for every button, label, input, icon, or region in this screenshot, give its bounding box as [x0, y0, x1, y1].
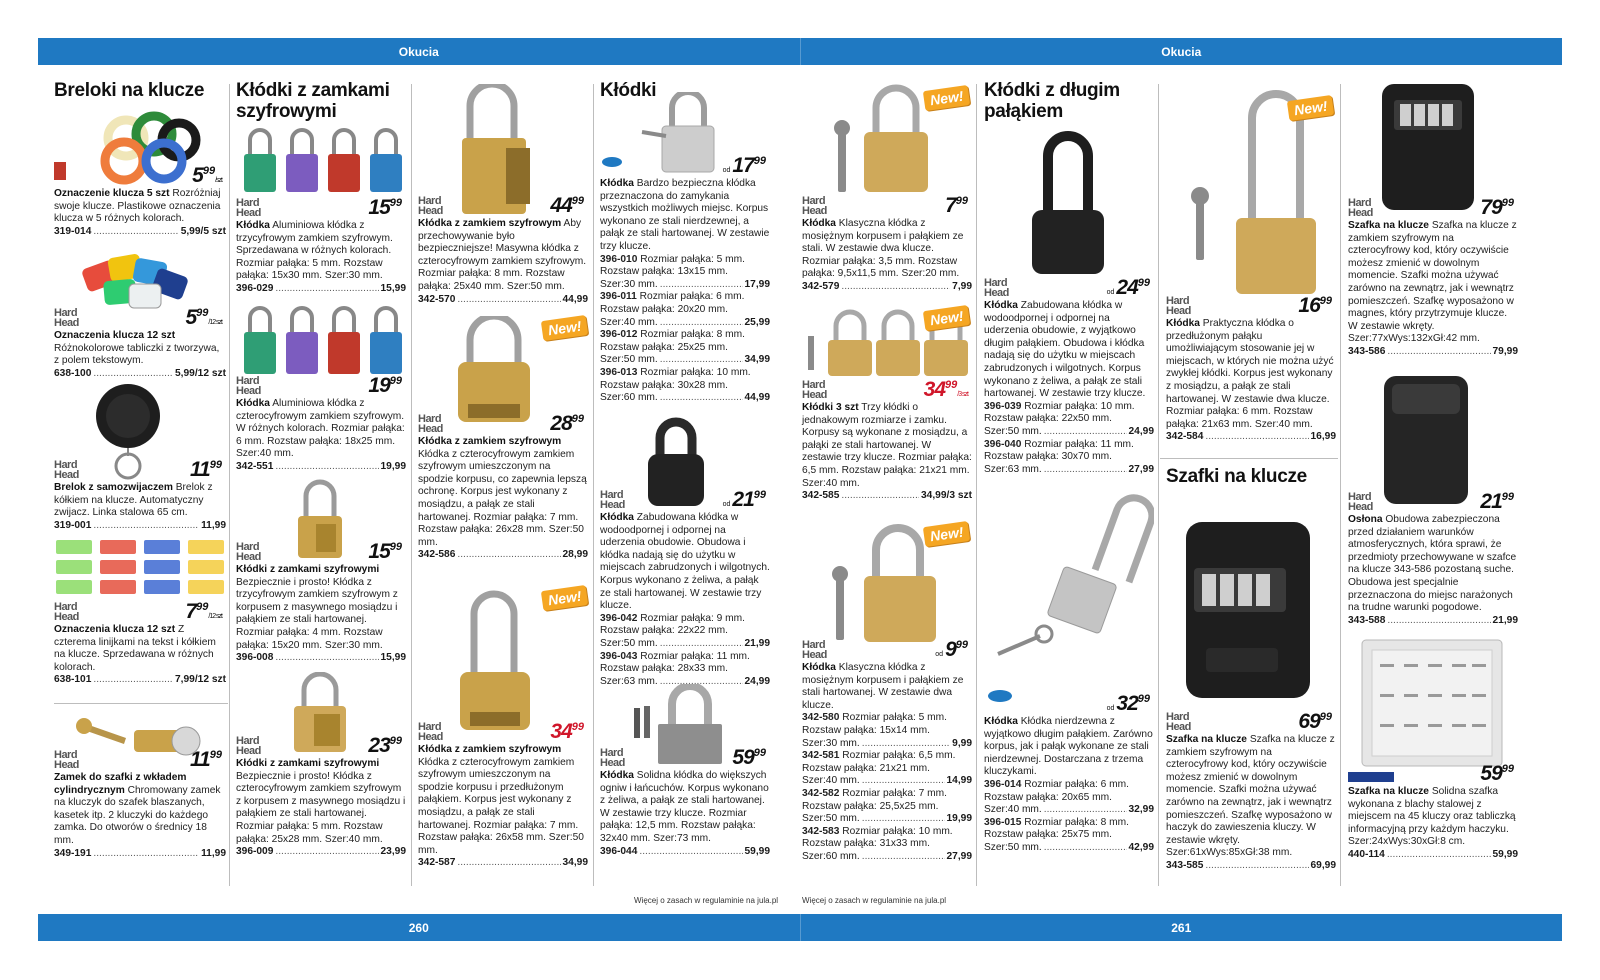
price-row: Szer:30 mm. ..... 9,99	[802, 738, 972, 751]
product-image	[236, 122, 406, 220]
column-brass-padlocks	[802, 80, 972, 890]
top-category-bar	[38, 38, 1562, 65]
product-brass-lock-classic	[802, 522, 972, 864]
variant-spread: Rozstaw pałąka: 22x50 mm.	[984, 413, 1112, 425]
stainless-long-padlock-icon	[984, 486, 1154, 716]
heading-key-tags: Breloki na klucze	[54, 80, 205, 101]
product-image	[54, 106, 226, 188]
product-description: Kłódka z zamkiem szyfrowym Kłódka z czterocyfrowym zamkiem szyfrowym umieszczonym na spodzie korpusu, co zapewnia lepszą ochronę. Korpus jest wykonany z mosiądzu, a pałąk ze stali hartowanej. Rozmiar pałąka: 7 mm. Rozstaw pałąka: 26x28 mm. Szer:50 mm.	[418, 436, 587, 548]
price: $59^{99}$	[732, 746, 766, 769]
variant: 396-040 Rozmiar pałąka: 11 mm.	[984, 438, 1134, 450]
brand-logo: Hard Head	[418, 721, 443, 743]
column-divider	[411, 84, 412, 886]
brand-logo: Hard Head	[1166, 711, 1191, 733]
product-image	[54, 708, 226, 772]
heading-combination-locks: Kłódki z zamkami szyfrowymi	[236, 80, 390, 122]
price-row: 342-585 ..... 34,99/3 szt	[802, 490, 972, 503]
price: $od32^{99}$	[1106, 692, 1150, 715]
brand-logo: Hard Head	[236, 197, 261, 219]
product-image	[1348, 80, 1518, 220]
product-image	[600, 92, 770, 178]
product-image	[1348, 370, 1518, 514]
new-badge: New!	[541, 585, 589, 611]
price: $21^{99}$	[1480, 490, 1514, 513]
price-row: 342-551 ..... 19,99	[236, 461, 406, 474]
product-description: Kłódka Solidna kłódka do większych ogniw i łańcuchów. Korpus wykonano z żeliwa, a pałąk ze stali hartowanej. W zestawie trzy klucze. Rozmiar pałąka: 12,5 mm. Rozstaw pałąka: 32x40 mm. Szer:73 mm.	[600, 770, 769, 844]
new-badge: New!	[1287, 95, 1335, 121]
variant: 396-014 Rozmiar pałąka: 6 mm.	[984, 778, 1129, 790]
price: $7^{99}/12$ szt	[185, 600, 222, 623]
page-number-left: 260	[408, 920, 429, 935]
product-image	[802, 82, 972, 218]
product-description: Kłódka Kłódka nierdzewna z wyjątkowo długim pałąkiem. Zarówno korpus, jak i pałąk wykonane ze stali nierdzewnej. Dostarczana z trzema kluczykami.	[984, 716, 1153, 778]
price-row: 342-587 ..... 34,99	[418, 857, 588, 870]
price-row: 343-586 ..... 79,99	[1348, 346, 1518, 359]
price-row: 319-014 ..... 5,99/5 szt	[54, 226, 226, 239]
price-row: Szer:60 mm. ..... 44,99	[600, 392, 770, 405]
price-row: 342-586 ..... 28,99	[418, 549, 588, 562]
price: $19^{99}$	[368, 374, 402, 397]
brand-logo: Hard Head	[802, 195, 827, 217]
price: $16^{99}$	[1298, 294, 1332, 317]
brand-logo: Hard Head	[236, 541, 261, 563]
product-description: Kłódki z zamkami szyfrowymi Bezpiecznie i prosto! Kłódka z czterocyfrowym zamkiem szyfrowym z korpusem z masywnego mosiądzu i pałąkiem ze stali hartowanej. Rozmiar pałąka: 5 mm. Rozstaw pałąka: 25x28 mm. Szer:40 mm.	[236, 758, 406, 845]
brand-logo: Hard Head	[54, 459, 79, 481]
product-key-box-cover	[1348, 370, 1518, 627]
product-image	[236, 672, 406, 758]
price-row: Szer:40 mm. ..... 32,99	[984, 804, 1154, 817]
variant-spread: Rozstaw pałąka: 30x28 mm.	[600, 379, 728, 391]
brand-logo: Hard Head	[1166, 295, 1191, 317]
price: $34^{99}$	[550, 720, 584, 743]
price: $79^{99}$	[1480, 196, 1514, 219]
price-row: Szer:50 mm. ..... 42,99	[984, 842, 1154, 855]
column-long-brass-key-boxes	[1166, 80, 1336, 890]
price-row: 396-009 ..... 23,99	[236, 846, 406, 859]
price-row: 342-584 ..... 16,99	[1166, 431, 1336, 444]
variant: 342-581 Rozmiar pałąka: 6,5 mm.	[802, 750, 956, 762]
product-key-labels-12	[54, 538, 226, 687]
column-key-tags	[54, 80, 226, 890]
price: $od21^{99}$	[722, 488, 766, 511]
variant: 396-012 Rozmiar pałąka: 8 mm.	[600, 329, 745, 341]
new-badge: New!	[923, 305, 971, 331]
variant-spread: Rozstaw pałąka: 13x15 mm.	[600, 266, 728, 278]
price-row: Szer:30 mm. ..... 17,99	[600, 279, 770, 292]
price: $5^{99}$/szt	[192, 164, 222, 187]
price-row: 440-114 ..... 59,99	[1348, 849, 1518, 862]
product-weatherproof-lock	[600, 416, 770, 688]
variant-spread: Rozstaw pałąka: 25,5x25 mm.	[802, 800, 939, 812]
product-description: Brelok z samozwijaczem Brelok z kółkiem na klucze. Automatyczny zwijacz. Linka stalowa 65 cm.	[54, 482, 213, 519]
footer-note-left: Więcej o zasach w regulaminie na jula.pl	[634, 896, 779, 905]
price-row: 349-191 ..... 11,99	[54, 848, 226, 861]
brand-logo: Hard Head	[54, 749, 79, 771]
price-row: Szer:50 mm. ..... 21,99	[600, 638, 770, 651]
product-description: Kłódka z zamkiem szyfrowym Aby przechowywanie było bezpieczniejsze! Masywna kłódka z czterocyfrowym zamkiem szyfrowym. Rozmiar pałąka: 8 mm. Rozstaw pałąka: 25x40 mm. Szer:50 mm.	[418, 218, 587, 292]
variant-spread: Rozstaw pałąka: 30x70 mm.	[984, 451, 1112, 463]
price-row: 638-101 ..... 7,99/12 szt	[54, 674, 226, 687]
product-long-comb-lock	[418, 580, 588, 870]
product-description: Kłódka Zabudowana kłódka w wodoodpornej i odpornej na uderzenia obudowie. Obudowa i kłódka nadają się do użytku w miejscach zabrudzonych i wilgotnych. Korpus wykonano z żeliwa, a pałąk ze stali hartowanej. W zestawie trzy klucze.	[600, 512, 770, 612]
black-long-padlock-icon	[984, 122, 1154, 300]
variant-spread: Rozstaw pałąka: 28x33 mm.	[600, 663, 728, 675]
product-bottom-comb-lock	[418, 316, 588, 562]
brand-logo: Hard Head	[1348, 491, 1373, 513]
product-massive-comb-lock	[418, 84, 588, 306]
price: $od17^{99}$	[722, 154, 766, 177]
bottom-page-bar	[38, 914, 1562, 941]
product-key-rings-5	[54, 106, 226, 238]
product-description: Kłódka Praktyczna kłódka o przedłużonym pałąku umożliwiającym stosowanie jej w miejscach, w których nie można użyć zwykłej kłódki. Korpus jest wykonany z mosiądzu, a pałąk ze stali hartowanej. W zestawie dwa klucze. Rozmiar pałąka: 6 mm. Rozstaw pałąka: 21x63 mm. Szer:40 mm.	[1166, 318, 1334, 430]
price-row: 396-029 ..... 15,99	[236, 283, 406, 296]
price-row: 319-001 ..... 11,99	[54, 520, 226, 533]
product-description: Kłódka Aluminiowa kłódka z czterocyfrowym zamkiem szyfrowym. W różnych kolorach. Rozmiar pałąka: 6 mm. Rozstaw pałąka: 18x25 mm. Szer:40 mm.	[236, 398, 405, 460]
price-row: 396-044 ..... 59,99	[600, 846, 770, 859]
column-divider	[1158, 84, 1159, 886]
heading-padlocks: Kłódki	[600, 80, 657, 101]
column-divider	[229, 84, 230, 886]
price: $15^{99}$	[368, 540, 402, 563]
variant: 396-010 Rozmiar pałąka: 5 mm.	[600, 253, 745, 265]
variant: 396-043 Rozmiar pałąka: 11 mm.	[600, 650, 750, 662]
variant: 396-013 Rozmiar pałąka: 10 mm.	[600, 366, 751, 378]
price: $od24^{99}$	[1106, 276, 1150, 299]
price-row: 638-100 ..... 5,99/12 szt	[54, 368, 226, 381]
brand-logo: Hard Head	[236, 375, 261, 397]
price: $7^{99}$	[945, 194, 968, 217]
product-alu-lock-4digit	[236, 302, 406, 474]
price: $23^{99}$	[368, 734, 402, 757]
product-key-box-magnet	[1348, 80, 1518, 359]
key-box-icon	[1166, 508, 1336, 734]
product-brass-lock-small	[802, 82, 972, 294]
column-combination-locks-2	[418, 80, 588, 890]
column-divider	[1340, 84, 1341, 886]
product-description: Kłódki 3 szt Trzy kłódki o jednakowym rozmiarze i zamku. Korpusy są wykonane z mosiądzu, a pałąki ze stali hartowanej. W zestawie trzy klucze. Rozmiar pałąka: 6,5 mm. Rozstaw pałąka: 21x21 mm. Szer:40 mm.	[802, 402, 972, 489]
product-description: Kłódka Bardzo bezpieczna kłódka przeznaczona do zamykania wszystkich możliwych miejsc. Korpus wykonano ze stali nierdzewnej, a pałąk ze stali hartowanej. W zestawie trzy klucze.	[600, 178, 770, 252]
product-key-tags-12	[54, 246, 226, 380]
product-image	[236, 478, 406, 564]
price: $11^{99}$	[189, 458, 222, 481]
price: $od9^{99}$	[935, 638, 968, 661]
product-description: Kłódka Zabudowana kłódka w wodoodpornej i odpornej na uderzenia obudowie, z wyjątkowo długim pałąkiem. Obudowa i kłódka nadają się do użytku w miejscach zabrudzonych i wilgotnych. Korpus wykonano z żeliwa, a pałąk ze stali hartowanej. W zestawie trzy klucze.	[984, 300, 1146, 400]
price-row: Szer:40 mm. ..... 14,99	[802, 775, 972, 788]
product-stainless-lock	[600, 92, 770, 405]
price-row: Szer:50 mm. ..... 24,99	[984, 426, 1154, 439]
category-right: Okucia	[800, 38, 1563, 65]
variant-list	[600, 254, 770, 405]
product-cabinet-lock	[54, 708, 226, 860]
price: $11^{99}$	[189, 748, 222, 771]
brand-logo: Hard Head	[984, 277, 1009, 299]
price: $69^{99}$	[1298, 710, 1332, 733]
variant: 396-011 Rozmiar pałąka: 6 mm.	[600, 291, 745, 303]
price: $15^{99}$	[368, 196, 402, 219]
product-image	[236, 302, 406, 398]
product-image	[54, 378, 226, 482]
product-description: Oznaczenie klucza 5 szt Rozróżniaj swoje klucze. Plastikowe oznaczenia klucza w 5 różnych kolorach.	[54, 188, 221, 225]
product-long-weatherproof	[984, 122, 1154, 476]
product-key-box-small	[1166, 508, 1336, 873]
brand-logo: Hard Head	[418, 413, 443, 435]
variant-spread: Rozstaw pałąka: 20x65 mm.	[984, 791, 1112, 803]
product-description: Kłódka Klasyczna kłódka z mosiężnym korpusem i pałąkiem ze stali hartowanej. W zestawie dwa klucze.	[802, 662, 964, 711]
column-key-boxes-2	[1348, 80, 1518, 890]
footer-note-right: Więcej o zasach w regulaminie na jula.pl	[802, 896, 947, 905]
product-image	[418, 84, 588, 218]
product-long-brass	[1166, 82, 1336, 444]
product-alu-lock-3digit	[236, 122, 406, 296]
product-image	[418, 580, 588, 744]
variant: 342-582 Rozmiar pałąka: 7 mm.	[802, 787, 947, 799]
product-description: Kłódki z zamkami szyfrowymi Bezpiecznie i prosto! Kłódka z trzycyfrowym zamkiem szyfrowym z korpusem z masywnego mosiądzu i pałąkiem ze stali hartowanej. Rozmiar pałąka: 4 mm. Rozstaw pałąka: 15x20 mm. Szer:30 mm.	[236, 564, 398, 651]
product-image	[54, 246, 226, 330]
new-badge: New!	[923, 85, 971, 111]
price-row: 342-570 ..... 44,99	[418, 294, 588, 307]
product-image	[418, 316, 588, 436]
product-description: Szafka na klucze Szafka na klucze z zamkiem szyfrowym na czterocyfrowy kod, który oczywiście możesz zmienić w dowolnym momencie. Szafki można używać zarówno na zewnątrz, jak i wewnątrz pomieszczeń. Szafkę wyposażono w haczyk do zawieszenia kluczy. W zestawie wkręty. Szer:61xWys:85xGł:38 mm.	[1166, 734, 1335, 859]
product-image	[984, 122, 1154, 300]
product-image	[1166, 508, 1336, 734]
product-image	[54, 538, 226, 624]
brand-logo: Hard Head	[802, 639, 827, 661]
brand-logo: Hard Head	[54, 601, 79, 623]
column-long-shackle	[984, 80, 1154, 890]
brand-logo: Hard Head	[236, 735, 261, 757]
variant-spread: Rozstaw pałąka: 31x33 mm.	[802, 838, 930, 850]
column-divider	[593, 84, 594, 886]
price-row: Szer:63 mm. ..... 27,99	[984, 464, 1154, 477]
product-description: Kłódka Aluminiowa kłódka z trzycyfrowym zamkiem szyfrowym. Sprzedawana w różnych kolorach. Rozmiar pałąka: 5 mm. Rozstaw pałąka: 15x30 mm. Szer:30 mm.	[236, 220, 393, 282]
price: $59^{99}$	[1480, 762, 1514, 785]
product-image	[1348, 636, 1518, 786]
product-image	[600, 416, 770, 512]
variant: 396-042 Rozmiar pałąka: 9 mm.	[600, 612, 745, 624]
price-row: Szer:60 mm. ..... 27,99	[802, 851, 972, 864]
product-description: Oznaczenia klucza 12 szt Różnokolorowe tabliczki z tworzywa, z polem tekstowym.	[54, 330, 220, 367]
price: $44^{99}$	[550, 194, 584, 217]
heading-long-shackle: Kłódki z długim pałąkiem	[984, 80, 1120, 122]
column-combination-locks	[236, 80, 406, 890]
variant-spread: Rozstaw pałąka: 21x21 mm.	[802, 762, 930, 774]
product-heavy-lock	[600, 684, 770, 858]
product-retractable-keychain	[54, 378, 226, 532]
price-row: Szer:50 mm. ..... 19,99	[802, 813, 972, 826]
brand-logo: Hard Head	[54, 307, 79, 329]
price-row: 343-588 ..... 21,99	[1348, 615, 1518, 628]
price-row: Szer:63 mm. ..... 24,99	[600, 676, 770, 689]
price: $28^{99}$	[550, 412, 584, 435]
brand-logo: Hard Head	[802, 379, 827, 401]
product-description: Zamek do szafki z wkładem cylindrycznym Chromowany zamek na kluczyk do szafek blaszanych, kasetek itp. 2 kluczyki do każdego zamka. Do otworów o średnicy 18 mm.	[54, 772, 221, 846]
new-badge: New!	[923, 521, 971, 547]
brand-logo: Hard Head	[418, 195, 443, 217]
price-row: Szer:40 mm. ..... 25,99	[600, 317, 770, 330]
product-image	[984, 486, 1154, 716]
brand-logo: Hard Head	[1348, 197, 1373, 219]
product-image	[802, 522, 972, 662]
product-brass-comb-3	[236, 478, 406, 665]
variant: 342-580 Rozmiar pałąka: 5 mm.	[802, 712, 947, 724]
heading-key-boxes: Szafki na klucze	[1166, 466, 1307, 487]
product-key-cabinet	[1348, 636, 1518, 862]
product-description: Osłona Obudowa zabezpieczona przed działaniem warunków atmosferycznych, która sprawi, że przedmioty przechowywane w szafce na klucze 343-586 pozostaną suche. Obudowa jest specjalnie przeznaczona do miejsc narażonych na trudne warunki pogodowe.	[1348, 514, 1517, 614]
variant-spread: Rozstaw pałąka: 22x22 mm.	[600, 625, 728, 637]
variant-spread: Rozstaw pałąka: 15x14 mm.	[802, 724, 930, 736]
product-image	[1166, 82, 1336, 318]
variant: 342-583 Rozmiar pałąka: 10 mm.	[802, 825, 953, 837]
price-row: Szer:50 mm. ..... 34,99	[600, 354, 770, 367]
column-divider	[976, 84, 977, 886]
product-brass-lock-3pack	[802, 306, 972, 503]
price: $5^{99}/12$ szt	[185, 306, 222, 329]
column-padlocks	[600, 80, 770, 890]
variant: 396-039 Rozmiar pałąka: 10 mm.	[984, 400, 1135, 412]
product-image	[802, 306, 972, 402]
variant-spread: Rozstaw pałąka: 25x25 mm.	[600, 341, 728, 353]
variant: 396-015 Rozmiar pałąka: 8 mm.	[984, 816, 1129, 828]
product-description: Szafka na klucze Szafka na klucze z zamkiem szyfrowym na czterocyfrowy kod, który oczywiście możesz zmienić w dowolnym momencie. Szafki można używać zarówno na zewnątrz, jak i wewnątrz pomieszczeń. Szafkę wyposażono w magnes, który przytrzymuje klucze. W zestawie wkręty. Szer:77xWys:132xGł:42 mm.	[1348, 220, 1517, 345]
new-badge: New!	[541, 315, 589, 341]
category-left: Okucia	[398, 44, 439, 59]
price-row: 343-585 ..... 69,99	[1166, 860, 1336, 873]
price: $34^{99}/3$ szt	[923, 378, 968, 401]
product-long-stainless	[984, 486, 1154, 855]
page-number-right: 261	[800, 914, 1563, 941]
product-description: Kłódka Klasyczna kłódka z mosiężnym korpusem i pałąkiem ze stali. W zestawie dwa klucze. Rozmiar pałąka: 3,5 mm. Rozstaw pałąka: 9,5x11,5 mm. Szer:20 mm.	[802, 218, 964, 280]
product-description: Kłódka z zamkiem szyfrowym Kłódka z czterocyfrowym zamkiem szyfrowym umieszczonym na spodzie korpusu i przedłużonym pałąkiem. Korpus jest wykonany z mosiądzu, a pałąk ze stali hartowanej. Rozmiar pałąka: 7 mm. Rozstaw pałąka: 26x58 mm. Szer:50 mm.	[418, 744, 584, 856]
product-description: Oznaczenia klucza 12 szt Z czterema linijkami na tekst i kółkiem na klucze. Sprzedawana w różnych kolorach.	[54, 624, 216, 673]
brand-logo: Hard Head	[600, 489, 625, 511]
brand-logo: Hard Head	[600, 747, 625, 769]
variant-spread: Rozstaw pałąka: 25x75 mm.	[984, 829, 1112, 841]
variant-spread: Rozstaw pałąka: 20x20 mm.	[600, 303, 728, 315]
price-row: 342-579 ..... 7,99	[802, 281, 972, 294]
product-brass-comb-4	[236, 672, 406, 859]
product-description: Szafka na klucze Solidna szafka wykonana z blachy stalowej z miejscem na 45 kluczy oraz tabliczką informacyjną przy każdym haczyku. Szer:24xWys:30xGł:8 cm.	[1348, 786, 1516, 848]
price-row: 396-008 ..... 15,99	[236, 652, 406, 665]
product-image	[600, 684, 770, 770]
